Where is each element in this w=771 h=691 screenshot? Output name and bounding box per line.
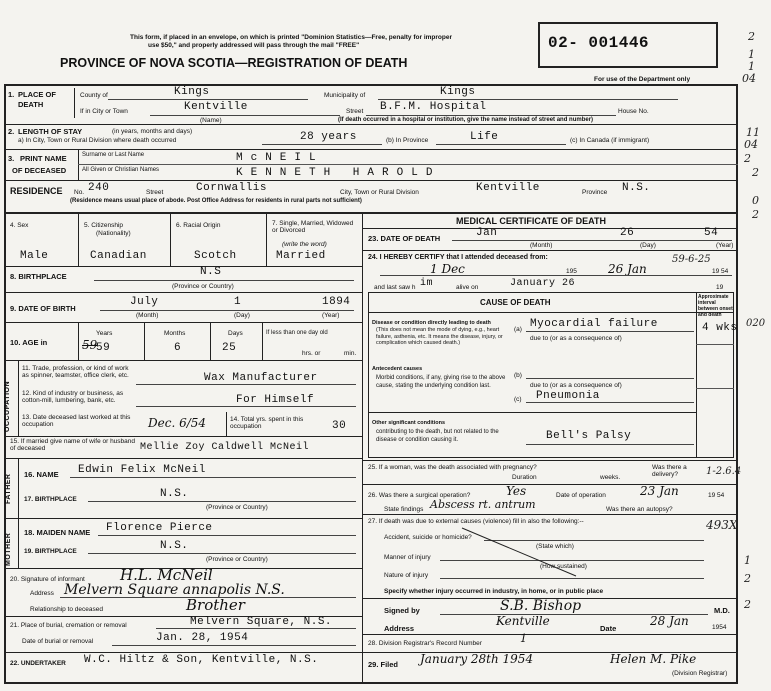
father-birthplace-label: 17. BIRTHPLACE [24,496,77,503]
informant-signature-label: 20. Signature of informant [10,576,85,583]
q2-number: 2. [8,127,15,136]
q3-number: 3. [8,154,15,163]
min-label: min. [344,350,357,357]
last-saw-value: im [420,278,434,289]
burial-place-label: 21. Place of burial, cremation or removal [10,622,127,629]
marital-value: Married [276,250,326,262]
death-month-sub: (Month) [530,242,553,249]
citizenship-label: 5. Citizenship [84,222,124,229]
interval-title: Approximate interval between onset and death [698,294,733,318]
residence-no-label: No. [74,189,85,196]
margin-code-1: 2 [748,30,755,43]
state-which-label: (State which) [536,543,574,550]
hospital-note: (If death occurred in a hospital or institution, give the name instead of street and number) [338,117,594,123]
margin-name-2: 2 [752,166,759,179]
specify-label: Specify whether injury occurred in industry, in home, or in public place [384,588,604,595]
last-saw-date: January 26 [510,278,576,289]
residence-street-value: Cornwallis [196,182,268,194]
county-value: Kings [174,86,210,98]
margin-note-r5: 2 [744,572,751,585]
date-of-death-label: 23. DATE OF DEATH [368,234,441,243]
residence-note: (Residence means usual place of abode. Post Office Address for residents in rural parts not sufficient) [70,198,362,204]
mother-birthplace-sub: (Province or Country) [206,556,268,563]
marital-sub: (write the word) [282,241,327,248]
attended-from-year: 195 [566,268,577,275]
sign-date-label: Date [600,624,617,633]
informant-address: Melvern Square annapolis N.S. [64,582,285,598]
op-year: 19 54 [708,492,725,499]
marital-label: 7. Single, Married, Widowed or Divorced [272,220,354,234]
q11-label: 11. Trade, profession, or kind of work as spinner, teamster, office clerk, etc. [22,365,129,379]
due-to-b: due to (or as a consequence of) [530,382,622,389]
cause-c-value: Pneumonia [536,390,600,402]
filed-value: January 28th 1954 [420,652,534,666]
death-year-sub: (Year) [716,242,734,249]
op-date-label: Date of operation [556,492,606,499]
stay-a-label: a) In City, Town or Rural Division where death occurred [18,137,177,144]
racial-origin-label: 6. Racial Origin [176,222,221,229]
cause-of-death-title: CAUSE OF DEATH [480,298,551,307]
burial-place-value: Melvern Square, N.S. [190,616,333,628]
informant-signature: H.L. McNeil [120,566,213,584]
mail-notice-line1: This form, if placed in an envelope, on which is printed "Dominion Statistics—Free, penalty for improper [130,34,452,41]
stay-b-label: (b) In Province [386,137,429,144]
manner-label: Manner of injury [384,554,431,561]
age-years-label: Years [96,330,113,337]
cause-a-value: Myocardial failure [530,318,658,330]
stay-c-label: (c) In Canada (if immigrant) [570,137,650,144]
hrs-label: hrs. or [302,350,321,357]
registration-number-box [538,22,718,68]
q11-value: Wax Manufacturer [204,372,318,384]
cause-a-interval: 4 wks [702,322,738,334]
mother-name-label: 18. MAIDEN NAME [24,528,91,537]
antecedent-note: Morbid conditions, if any, giving rise to the above cause, stating the underlying condition last. [376,375,506,389]
delivery-label: Was there a delivery? [652,464,687,478]
margin-note-r2: 1-2.6.4 [706,466,742,477]
other-conditions-value: Bell's Palsy [546,430,632,442]
residence-no-value: 240 [88,182,110,194]
street-label: Street [346,108,364,115]
record-number-label: 28. Division Registrar's Record Number [368,640,482,647]
house-label: House No. [618,108,649,115]
of-deceased-label: OF DECEASED [12,166,67,175]
certify-label: 24. I HEREBY CERTIFY that I attended deceased from: [368,254,548,261]
op-date-value: 23 Jan [640,484,679,498]
residence-street-label: Street [146,189,164,196]
burial-date-value: Jan. 28, 1954 [156,632,249,644]
registration-number: 02- 001446 [548,34,650,52]
accident-label: Accident, suicide or homicide? [384,534,472,541]
nature-label: Nature of injury [384,572,429,579]
margin-stay-1: 11 [746,126,760,139]
cause-c-prefix: (c) [514,396,522,403]
md-label: M.D. [714,606,730,615]
dob-day: 1 [234,296,242,308]
q14-label: 14. Total yrs. spent in this occupation [230,416,304,430]
q13-label: 13. Date deceased last worked at this occupation [22,414,131,428]
municipality-label: Municipality of [324,92,366,99]
stay-b-value: Life [470,131,499,143]
external-causes-label: 27. If death was due to external causes (violence) fill in also the following:-- [368,518,584,525]
margin-name-1: 2 [744,152,751,165]
residence-label: RESIDENCE [10,186,63,196]
how-sustained-label: (How sustained) [540,563,587,570]
q14-value: 30 [332,420,347,432]
department-use-note: For use of the Department only [594,76,691,83]
father-birthplace-sub: (Province or Country) [206,504,268,511]
q13-value: Dec. 6/54 [148,416,207,430]
margin-stay-2: 04 [744,138,758,151]
age-years-value: 59 [96,342,111,354]
residence-city-label: City, Town or Rural Division [340,189,419,196]
margin-name-3: 0 [752,194,759,207]
death-day: 26 [620,227,635,239]
margin-code-2: 1 [748,48,755,61]
sex-label: 4. Sex [10,222,29,229]
racial-origin-value: Scotch [194,250,237,262]
dob-day-sub: (Day) [234,312,250,319]
death-day-sub: (Day) [640,242,656,249]
duration-label: Duration [512,474,537,481]
surgery-label: 26. Was there a surgical operation? [368,492,471,499]
strike-line [460,524,580,580]
occupation-side-label: OCCUPATION [4,380,11,432]
margin-note-r1: 020 [746,318,766,329]
autopsy-label: Was there an autopsy? [606,506,673,513]
burial-date-label: Date of burial or removal [22,638,94,645]
margin-note-r6: 2 [744,598,751,611]
mother-birthplace-label: 19. BIRTHPLACE [24,548,77,555]
length-of-stay-sub: (in years, months and days) [112,128,193,135]
length-of-stay-label: LENGTH OF STAY [18,127,83,136]
cause-b-prefix: (b) [514,372,522,379]
dob-month-sub: (Month) [136,312,159,319]
birthplace-value: N.S [200,266,222,278]
under-day-label: If less than one day old [266,330,328,336]
surgery-value: Yes [506,484,527,498]
place-of-death-label: PLACE OF DEATH [18,90,56,109]
city-value: Kentville [184,101,248,113]
q12-label: 12. Kind of industry or business, as cotton-mill, lumbering, bank, etc. [22,390,124,404]
age-label: 10. AGE in [10,338,48,347]
signed-by-label: Signed by [384,606,420,615]
birthplace-label: 8. BIRTHPLACE [10,272,67,281]
dob-year: 1894 [322,296,351,308]
given-names-label: All Given or Christian Names [82,167,160,173]
q12-value: For Himself [236,394,315,406]
stay-a-value: 28 years [300,131,357,143]
filed-label: 29. Filed [368,660,399,669]
margin-code-4: 04 [742,72,756,85]
date-of-birth-label: 9. DATE OF BIRTH [10,304,76,313]
undertaker-value: W.C. Hiltz & Son, Kentville, N.S. [84,654,319,666]
other-conditions-label: Other significant conditions [372,420,446,426]
findings-value: Abscess rt. antrum [430,498,536,511]
undertaker-label: 22. UNDERTAKER [10,660,66,667]
relationship-label: Relationship to deceased [30,606,103,613]
physician-address-label: Address [384,624,415,633]
attended-to-year: 19 54 [712,268,729,275]
record-number-value: 1 [520,632,527,645]
name-caption: (Name) [200,117,222,124]
given-names-value: KENNETH HAROLD [236,167,441,179]
physician-signature: S.B. Bishop [500,598,582,614]
birthplace-sub: (Province or Country) [172,283,234,290]
last-saw-label: and last saw h [374,284,416,291]
margin-code-3: 1 [748,60,755,73]
mail-notice-line2: use $50," and properly addressed will pass through the mail "FREE" [148,42,360,49]
attended-to: 26 Jan [608,262,647,276]
dob-year-sub: (Year) [322,312,340,319]
alive-on-label: alive on [456,284,479,291]
mother-birthplace-value: N.S. [160,540,189,552]
residence-province-label: Province [582,189,608,196]
mother-side-label: MOTHER [5,532,12,566]
medical-certificate-title: MEDICAL CERTIFICATE OF DEATH [456,216,606,226]
county-label: County of [80,92,108,99]
physician-address: Kentville [496,614,550,628]
residence-province-value: N.S. [622,182,651,194]
findings-label: State findings [384,506,424,513]
sign-date-year: 1954 [712,624,727,631]
relationship-value: Brother [186,596,245,614]
age-months-value: 6 [174,342,182,354]
residence-city-value: Kentville [476,182,540,194]
due-to-a: due to (or as a consequence of) [530,335,622,342]
margin-name-4: 2 [752,208,759,221]
weeks-label: weeks. [600,474,621,481]
direct-cause-note: (This does not mean the mode of dying, e.g., heart failure, asthenia, etc. It means the disease, injury, or complication which caused death.) [376,327,503,346]
last-saw-year: 19 [716,284,724,291]
dob-month: July [130,296,159,308]
form-title: PROVINCE OF NOVA SCOTIA—REGISTRATION OF DEATH [60,56,408,70]
margin-note-top: 59-6-25 [672,254,711,265]
citizenship-sub: (Nationality) [96,230,131,237]
age-days-label: Days [228,330,243,337]
municipality-value: Kings [440,86,476,98]
q15-value: Mellie Zoy Caldwell McNeil [140,442,310,453]
father-name-value: Edwin Felix McNeil [78,464,206,476]
other-conditions-note: contributing to the death, but not related to the disease or condition causing it. [376,429,499,443]
city-label: If in City or Town [80,108,128,115]
q15-label: 15. If married give name of wife or husband of deceased [10,438,136,452]
death-year: 54 [704,227,719,239]
registrar-signature: Helen M. Pike [610,652,697,666]
direct-cause-label: Disease or condition directly leading to death [372,320,491,326]
death-month: Jan [476,227,498,239]
surname-label: Surname or Last Name [82,152,145,158]
age-years-crossed: 59 [82,338,98,352]
sign-date: 28 Jan [650,614,689,628]
print-name-label: PRINT NAME [20,154,67,163]
father-side-label: FATHER [5,473,12,504]
q1-number: 1. [8,90,15,99]
citizenship-value: Canadian [90,250,147,262]
street-value: B.F.M. Hospital [380,101,487,113]
surname-value: McNEIL [236,152,324,164]
father-birthplace-value: N.S. [160,488,189,500]
father-name-label: 16. NAME [24,470,59,479]
margin-note-r4: 1 [744,554,751,567]
cause-a-prefix: (a) [514,326,522,333]
age-days-value: 25 [222,342,237,354]
attended-from: 1 Dec [430,262,465,276]
pregnancy-label: 25. If a woman, was the death associated with pregnancy? [368,464,537,471]
antecedent-label: Antecedent causes [372,366,423,372]
age-months-label: Months [164,330,186,337]
informant-address-label: Address [30,590,54,597]
margin-note-r3: 493X [706,518,738,532]
sex-value: Male [20,250,49,262]
registrar-caption: (Division Registrar) [672,670,728,677]
mother-name-value: Florence Pierce [106,522,213,534]
